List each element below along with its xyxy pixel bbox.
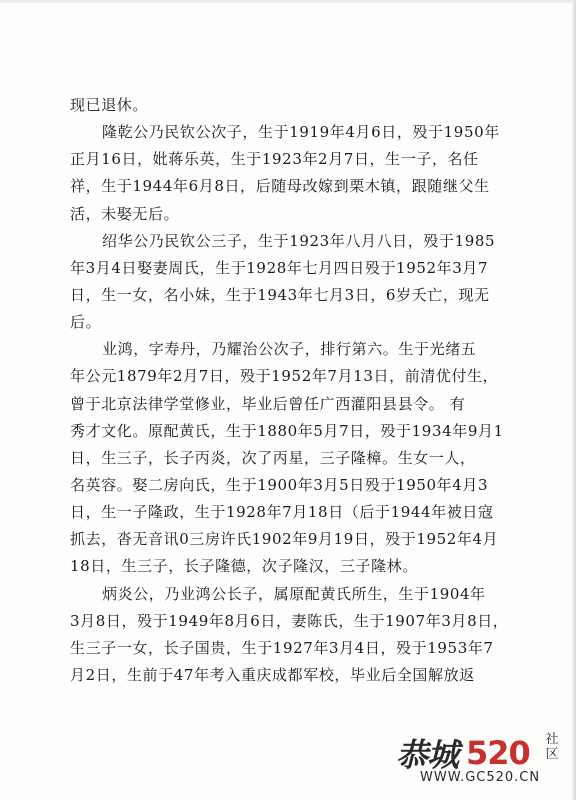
text-line: 3月8日，殁于1949年8月6日，妻陈氏，生于1907年3月8日， — [70, 611, 509, 630]
text-line: 秀才文化。原配黄氏，生于1880年5月7日，殁于1934年9月1 — [70, 421, 504, 440]
watermark-brand: 恭城 — [396, 736, 459, 774]
text-line: 祥，生于1944年6月8日，后随母改嫁到栗木镇，跟随继父生 — [70, 177, 490, 196]
watermark-side-label: 社区 — [545, 732, 559, 762]
text-line: 业鸿，字寿丹，乃耀治公次子，排行第六。生于光绪五 — [102, 340, 477, 359]
text-line: 日，生一子隆政，生于1928年7月18日（后于1944年被日寇 — [70, 503, 494, 522]
site-watermark — [396, 730, 568, 790]
text-line: 日，生一女，名小妹，生于1943年七月3日，6岁夭亡，现无 — [70, 285, 490, 304]
text-line: 年3月4日娶妻周氏，生于1928年七月四日殁于1952年3月7 — [70, 258, 489, 277]
text-line: 绍华公乃民钦公三子，生于1923年八月八日，殁于1985 — [102, 231, 496, 250]
text-line: 生三子一女，长子国贵，生于1927年3月4日，殁于1953年7 — [70, 638, 494, 657]
text-line: 抓去，沓无音讯0三房许氏1902年9月19日，殁于1952年4月 — [70, 530, 499, 549]
text-line: 隆乾公乃民钦公次子，生于1919年4月6日，殁于1950年 — [102, 123, 500, 142]
text-line: 后。 — [70, 313, 102, 332]
text-line: 正月16日，妣蒋乐英，生于1923年2月7日，生一子，名任 — [70, 150, 479, 169]
text-line: 日，生三子，长子丙炎，次了丙星，三子隆樟。生女一人， — [70, 448, 476, 467]
text-line: 名英容。娶二房向氏，生于1900年3月5日殁于1950年4月3 — [70, 475, 489, 494]
watermark-number: 520 — [466, 734, 530, 772]
text-line: 曾于北京法律学堂修业，毕业后曾任广西灌阳县县令。 有 — [70, 394, 466, 413]
scan-top-edge — [0, 0, 576, 3]
document-body — [70, 92, 518, 689]
text-line: 年公元1879年2月7日，殁于1952年7月13日，前清优付生， — [70, 367, 499, 386]
scan-right-edge — [572, 0, 576, 800]
text-line: 活，未娶无后。 — [70, 204, 180, 223]
text-line: 18日，生三子，长子隆德，次子隆汉，三子隆林。 — [70, 557, 418, 576]
text-line: 月2日，生前于47年考入重庆成都军校，毕业后全国解放返 — [70, 665, 475, 684]
text-line: 炳炎公，乃业鸿公长子，属原配黄氏所生，生于1904年 — [102, 584, 486, 603]
watermark-url: WWW.GC520.CN — [420, 770, 541, 785]
text-line: 现已退休。 — [70, 96, 149, 114]
